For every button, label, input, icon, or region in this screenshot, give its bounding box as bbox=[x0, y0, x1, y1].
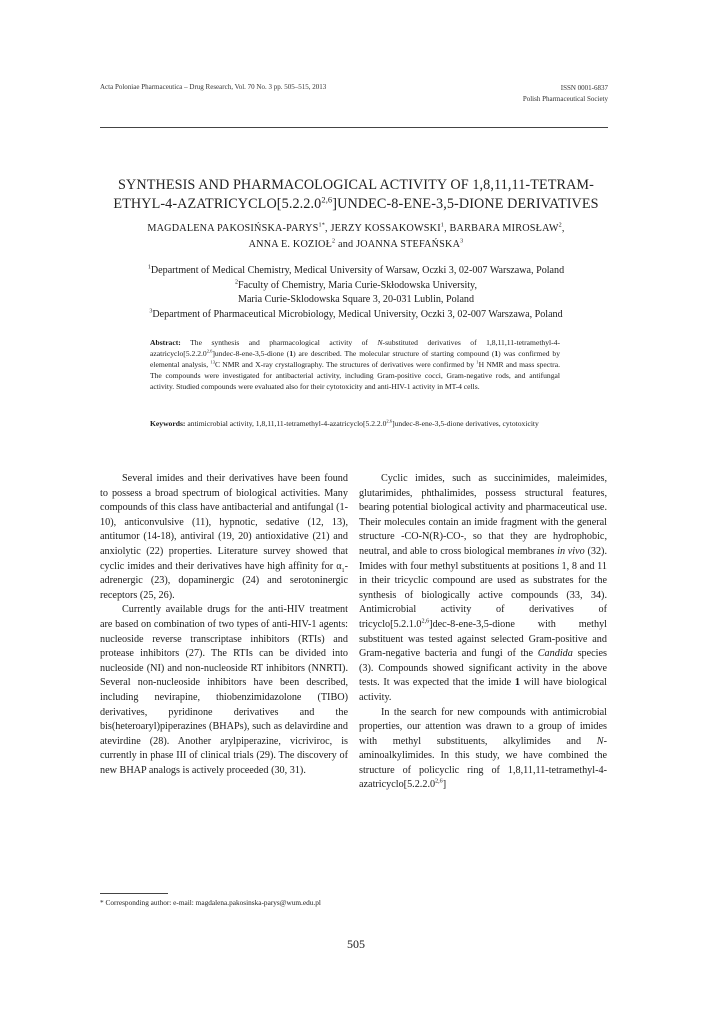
paragraph-text: Cyclic imides, such as succinimides, maleimides, glutarimides, phthalimides, possess structural features, bearing potential biological activity and pharmaceutical use. Their molecules contain an imide fragment with the general structure -CO-N(R)-CO-, so that they are hydrophobic, neutral, and able to cross biological membranes bbox=[359, 473, 607, 557]
abstract-italic: N bbox=[377, 338, 383, 347]
paragraph-text: ] bbox=[442, 779, 447, 791]
superscript: 2,6 bbox=[435, 779, 443, 786]
author-name: ANNA E. KOZIOŁ bbox=[248, 239, 333, 250]
italic-text: N bbox=[596, 735, 604, 747]
author-name: , BARBARA MIROSŁAW bbox=[444, 223, 559, 234]
author-affil-mark: 2 bbox=[332, 238, 336, 245]
compound-number: 1 bbox=[514, 677, 520, 689]
abstract-sup: 2,6 bbox=[206, 348, 213, 354]
paragraph-text: Several imides and their derivatives have been found to possess a broad spectrum of biological activities. Many compounds of this class have antibacterial and antifungal (1-10), anticonvulsive (11), hypnotic, sedative (12, 13), antitumor (14-18), antiviral (19, 20) antioxidative (21) and anxiolytic (22) properties. Literature survey showed that cyclic imides and their derivatives have high affinity for α bbox=[100, 473, 348, 572]
footnote-rule bbox=[100, 893, 168, 894]
title-line-2-start: ETHYL-4-AZATRICYCLO[5.2.2.0 bbox=[113, 196, 322, 212]
abstract-text: -substituted derivatives of 1,8,11,11-tetramethyl-4-azatricyclo[5.2.2.0 bbox=[150, 338, 560, 358]
body-paragraph: Currently available drugs for the anti-HIV treatment are based on combination of two types of anti-HIV-1 agents: nucleoside reverse transcriptase inhibitors (RTIs) and protease inhibitors (27). The RTIs can be divided into nucleoside (NI) and non-nucleoside RT inhibitors (NNRTI). Several non-nucleoside inhibitors have been described, including nevirapine, thiobenzimidazolone (TIBO) derivatives, pyridinone derivatives and the bis(heteroaryl)piperazines (BHAPs), such as delavirdine and atevirdine (28). Another arylpiperazine, vicriviroc, is currently in phase III of clinical trials (29). The discovery of new BHAP analogs is actively proceeded (30, 31). bbox=[100, 604, 348, 776]
affiliation-text: Department of Medical Chemistry, Medical University of Warsaw, Oczki 3, 02-007 Warszawa, Poland bbox=[150, 265, 565, 276]
paragraph-text: will have biological activity. bbox=[359, 677, 607, 703]
author-affil-mark: 3 bbox=[460, 238, 464, 245]
journal-issn-block bbox=[523, 83, 608, 105]
body-paragraph bbox=[359, 472, 607, 706]
affiliation-mark: 2 bbox=[235, 279, 239, 286]
affiliation-mark: 3 bbox=[149, 308, 153, 315]
authors-line-1 bbox=[90, 221, 622, 237]
author-affil-mark: 1 bbox=[440, 222, 445, 229]
title-line-1: SYNTHESIS AND PHARMACOLOGICAL ACTIVITY OF 1,8,11,11-TETRAM- bbox=[118, 177, 594, 193]
header-rule bbox=[100, 127, 608, 128]
paragraph-text: (32). Imides with four methyl substituents at positions 1, 8 and 11 in their tricyclic compound are used as substrates for the synthesis of biologically active compounds (33, 34). Antimicrobial activity of derivatives of tricyclo[5.2.1.0 bbox=[359, 545, 607, 630]
body-paragraph bbox=[100, 472, 348, 603]
superscript: 2,6 bbox=[421, 618, 430, 625]
paragraph-text: -adrenergic (23), dopaminergic (24) and serotoninergic receptors (25, 26). bbox=[100, 560, 348, 601]
page-number: 505 bbox=[347, 937, 365, 951]
issn: ISSN 0001-6837 bbox=[560, 84, 608, 92]
body-column-left bbox=[100, 472, 348, 778]
abstract-label: Abstract: bbox=[150, 338, 181, 347]
affiliation-3 bbox=[80, 308, 632, 323]
abstract-text: The synthesis and pharmacological activity of bbox=[180, 338, 378, 347]
abstract-text: ) was confirmed by elemental analysis, bbox=[150, 349, 560, 369]
affiliation-text: Department of Pharmaceutical Microbiology, Medical University, Oczki 3, 02-007 Warszawa, Poland bbox=[152, 308, 563, 320]
keywords-sup: 2,6 bbox=[386, 418, 393, 424]
paragraph-text: ]dec-8-ene-3,5-dione with methyl substituent was tested against selected Gram-positive and Gram-negative bacteria and fungi of the bbox=[359, 618, 607, 660]
italic-text: Candida bbox=[537, 648, 573, 660]
paragraph-text: In the search for new compounds with antimicrobial properties, our attention was drawn to a group of imides with methyl substituents, alkylimides and bbox=[359, 706, 607, 747]
author-name: MAGDALENA PAKOSIŃSKA-PARYS bbox=[147, 223, 319, 234]
abstract-text: H NMR and mass spectra. The compounds were investigated for antibacterial activity, including Gram-positive cocci, Gram-negative rods, and antifungal activity. Studied compounds were evaluated also for their cytotoxicity and anti-HIV-1 activity in MT-4 cells. bbox=[150, 360, 560, 391]
society-name: Polish Pharmaceutical Society bbox=[522, 95, 608, 103]
author-name: , JERZY KOSSAKOWSKI bbox=[325, 223, 441, 234]
abstract-sup: 13 bbox=[210, 359, 215, 365]
journal-citation: Acta Poloniae Pharmaceutica – Drug Research, Vol. 70 No. 3 pp. 505–515, 2013 bbox=[100, 83, 327, 91]
keywords-text: ]undec-8-ene-3,5-dione derivatives, cytotoxicity bbox=[392, 419, 539, 428]
author-separator: , bbox=[561, 223, 565, 234]
abstract-sup: 1 bbox=[476, 359, 479, 365]
title-line-2 bbox=[80, 195, 632, 214]
affiliation-mark: 1 bbox=[147, 264, 151, 271]
paragraph-text: species (3). Compounds showed significant activity in the above tests. It was expected that the imide bbox=[359, 648, 607, 689]
affiliation-2-cont: Maria Curie-Sklodowska Square 3, 20-031 Lublin, Poland bbox=[237, 294, 475, 306]
abstract-text: C NMR and X-ray crystallography. The structures of derivatives were confirmed by bbox=[214, 360, 477, 369]
corresponding-author-footnote: * Corresponding author: e-mail: magdalena.pakosinska-parys@wum.edu.pl bbox=[100, 898, 321, 907]
subscript: 1 bbox=[341, 567, 345, 574]
affiliation-text: Faculty of Chemistry, Maria Curie-Skłodowska University, bbox=[238, 279, 477, 291]
author-list bbox=[90, 221, 622, 253]
body-paragraph bbox=[359, 706, 607, 794]
affiliation-2 bbox=[80, 279, 632, 294]
keywords-text: antimicrobial activity, 1,8,11,11-tetramethyl-4-azatricyclo[5.2.2.0 bbox=[185, 419, 387, 428]
affiliations bbox=[80, 264, 632, 322]
title-superscript: 2,6 bbox=[321, 194, 333, 205]
paper-title bbox=[80, 176, 632, 214]
author-affil-mark: 2 bbox=[558, 222, 562, 229]
paragraph-text: -aminoalkylimides. In this study, we have combined the structure of policyclic ring of 1,8,11,11-tetramethyl-4-azatricyclo[5.2.2.0 bbox=[359, 735, 607, 791]
compound-number: 1 bbox=[494, 349, 499, 358]
keywords-label: Keywords: bbox=[150, 419, 186, 428]
body-column-right bbox=[359, 472, 607, 793]
italic-text: in vivo bbox=[557, 545, 585, 557]
abstract bbox=[150, 337, 560, 392]
keywords bbox=[150, 418, 560, 429]
abstract-text: ]undec-8-ene-3,5-dione ( bbox=[212, 349, 290, 358]
authors-line-2 bbox=[90, 237, 622, 253]
title-line-2-end: ]UNDEC-8-ENE-3,5-DIONE DERIVATIVES bbox=[332, 196, 599, 212]
abstract-text: ) are described. The molecular structure of starting compound ( bbox=[293, 349, 495, 358]
author-name: and JOANNA STEFAŃSKA bbox=[335, 239, 461, 250]
compound-number: 1 bbox=[289, 349, 294, 358]
author-affil-mark: 1* bbox=[318, 222, 326, 229]
affiliation-1 bbox=[80, 264, 632, 279]
